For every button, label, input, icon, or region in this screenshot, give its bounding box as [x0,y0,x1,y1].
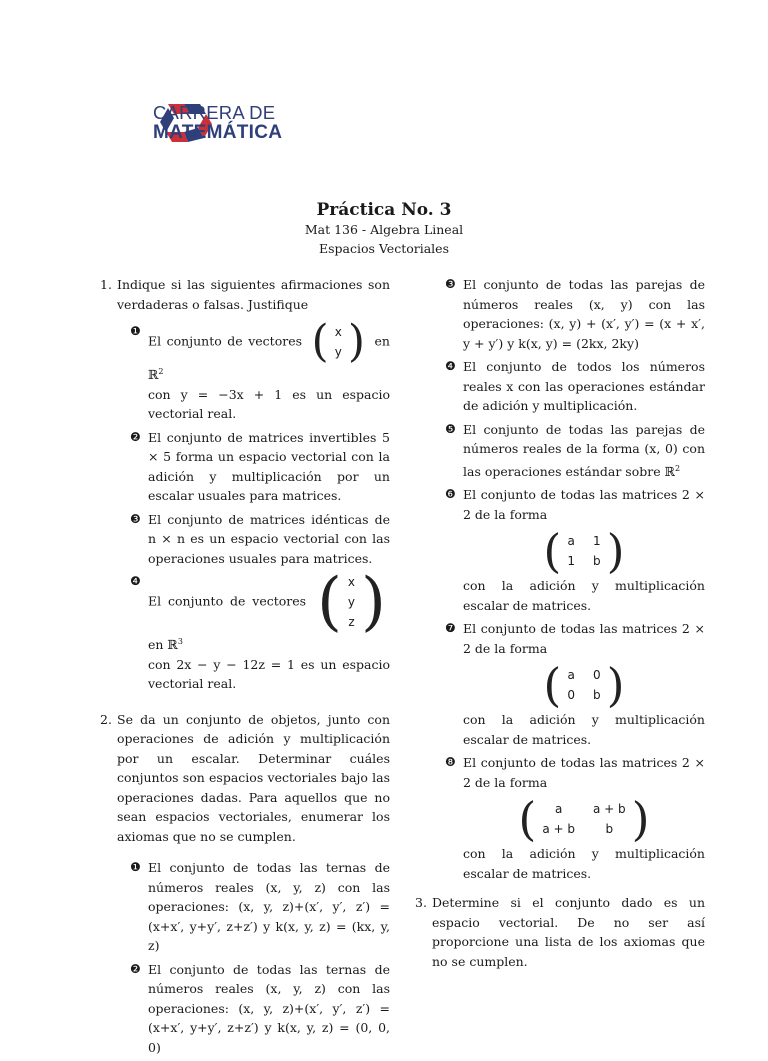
item-text: El conjunto de todas las parejas de números reales (x, y) con las operaciones: (x, y) + (x′, y′) = (x + x′, y + y′) y k(x, y) = (2kx, 2ky) [463,277,705,351]
item-text: El conjunto de todas las parejas de números reales de la forma (x, 0) con las operaciones estándar sobre ℝ [463,421,705,479]
matrix-entry: b [593,688,601,703]
list-item [445,753,705,883]
vector-entry: y [347,595,356,610]
list-item [130,960,390,1058]
superscript: 2 [158,367,164,376]
bullet: ❸ [445,277,456,291]
bullet: ❷ [130,429,141,444]
list-item [445,275,705,353]
problem-text: Indique si las siguientes afirmaciones son verdaderas o falsas. Justifique [117,277,390,312]
vector: ( x y z ) [316,565,386,640]
bullet: ❸ [130,511,141,526]
list-item [130,858,390,956]
item-text: El conjunto de todas las ternas de números reales (x, y, z) con las operaciones: (x, y, z)+(x′, y′, z′) = (x+x′, y+y′, z+z′) y k(x, y, z) = (0, 0, 0) [148,961,390,1055]
list-item [445,357,705,416]
list-item [130,565,390,694]
bullet: ❺ [445,421,456,436]
item-text: El conjunto de todas las ternas de números reales (x, y, z) con las operaciones: (x, y, z)+(x′, y′, z′) = (x+x′, y+y′, z+z′) y k(x, y, z) = (kx, y, z) [148,860,390,954]
item-text: El conjunto de matrices idénticas de n × n es un espacio vectorial con las operaciones usuales para matrices. [148,511,390,566]
left-column [100,275,390,1061]
problem-number: 1. [100,277,112,292]
logo-line-2: MATEMÁTICA [153,122,283,143]
right-column [415,275,705,971]
matrix-entry: a [554,802,563,817]
problem-number: 3. [415,895,427,911]
matrix-entry: 0 [567,688,575,703]
matrix: ( a a + b a + b b ) [518,792,650,847]
problem-text: Determine si el conjunto dado es un espacio vectorial. De no ser así proporcione una lista de los axiomas que no se cumplen. [432,895,705,969]
bullet: ❹ [445,359,456,373]
item-text: El conjunto de todas las matrices 2 × 2 de la forma [463,487,705,522]
matrix-entry: b [605,822,614,837]
matrix-entry: 0 [593,668,601,683]
course-name: Mat 136 - Algebra Lineal [304,222,464,237]
vector: ( x y ) [311,316,365,367]
bullet: ❶ [130,860,141,875]
bullet: ❹ [130,574,141,589]
vector-entry: x [334,325,342,339]
list-item [130,510,390,569]
problem-text: Se da un conjunto de objetos, junto con operaciones de adición y multiplicación por un escalar. Determinar cuáles conjuntos son espacios vectoriales bajo las operaciones dadas. Para aquellos que no sean espacios vectoriales, enumerar los axiomas que no se cumplen. [117,711,390,844]
matrix-entry: a [567,668,575,683]
list-item [130,428,390,506]
item-text: El conjunto de matrices invertibles 5 × 5 forma un espacio vectorial con la adición y multiplicación por un escalar usuales para matrices. [148,429,390,504]
item-text: El conjunto de todas las matrices 2 × 2 de la forma [463,621,705,656]
list-item [445,485,705,615]
item-text: El conjunto de vectores [148,593,307,609]
item-text: en ℝ [148,637,178,653]
problem-number: 2. [100,711,112,727]
item-text: El conjunto de todos los números reales x con las operaciones estándar de adición y multiplicación. [463,359,705,413]
vector-entry: y [334,345,342,359]
problem-2 [100,710,390,847]
item-text: El conjunto de vectores [148,333,303,349]
bullet: ❶ [130,324,141,338]
vector-entry: z [348,615,355,630]
item-text: El conjunto de todas las matrices 2 × 2 de la forma [463,755,705,790]
superscript: 3 [177,637,183,647]
problem-3 [415,893,705,971]
item-text: con 2x − y − 12z = 1 es un espacio vectorial real. [148,656,390,692]
logo-line-1: CARRERA DE [153,102,276,123]
logo-wordmark [153,103,282,143]
list-item [445,619,705,749]
item-text: con y = −3x + 1 es un espacio vectorial real. [148,386,390,422]
superscript: 2 [674,463,681,473]
list-item [445,420,705,482]
matrix-entry: b [593,554,601,569]
matrix-entry: a + b [593,802,626,817]
matrix-entry: a [567,534,575,549]
bullet: ❻ [445,487,456,502]
matrix: ( a 0 0 b ) [543,658,625,713]
item-text: con la adición y multiplicación escalar de matrices. [463,578,705,613]
bullet: ❼ [445,621,456,636]
matrix: ( a 1 1 b ) [543,524,625,579]
topic-name: Espacios Vectoriales [319,241,449,256]
bullet: ❽ [445,755,456,770]
page-title: Práctica No. 3 [316,200,452,220]
item-text: con la adición y multiplicación escalar de matrices. [463,846,705,881]
problem-1 [100,275,390,314]
item-text: con la adición y multiplicación escalar de matrices. [463,712,705,747]
list-item [130,316,390,424]
bullet: ❷ [130,961,141,976]
matrix-entry: a + b [542,822,575,837]
matrix-entry: 1 [593,534,601,549]
matrix-entry: 1 [567,554,575,569]
vector-entry: x [347,575,356,590]
item-text: en ℝ [148,333,390,383]
